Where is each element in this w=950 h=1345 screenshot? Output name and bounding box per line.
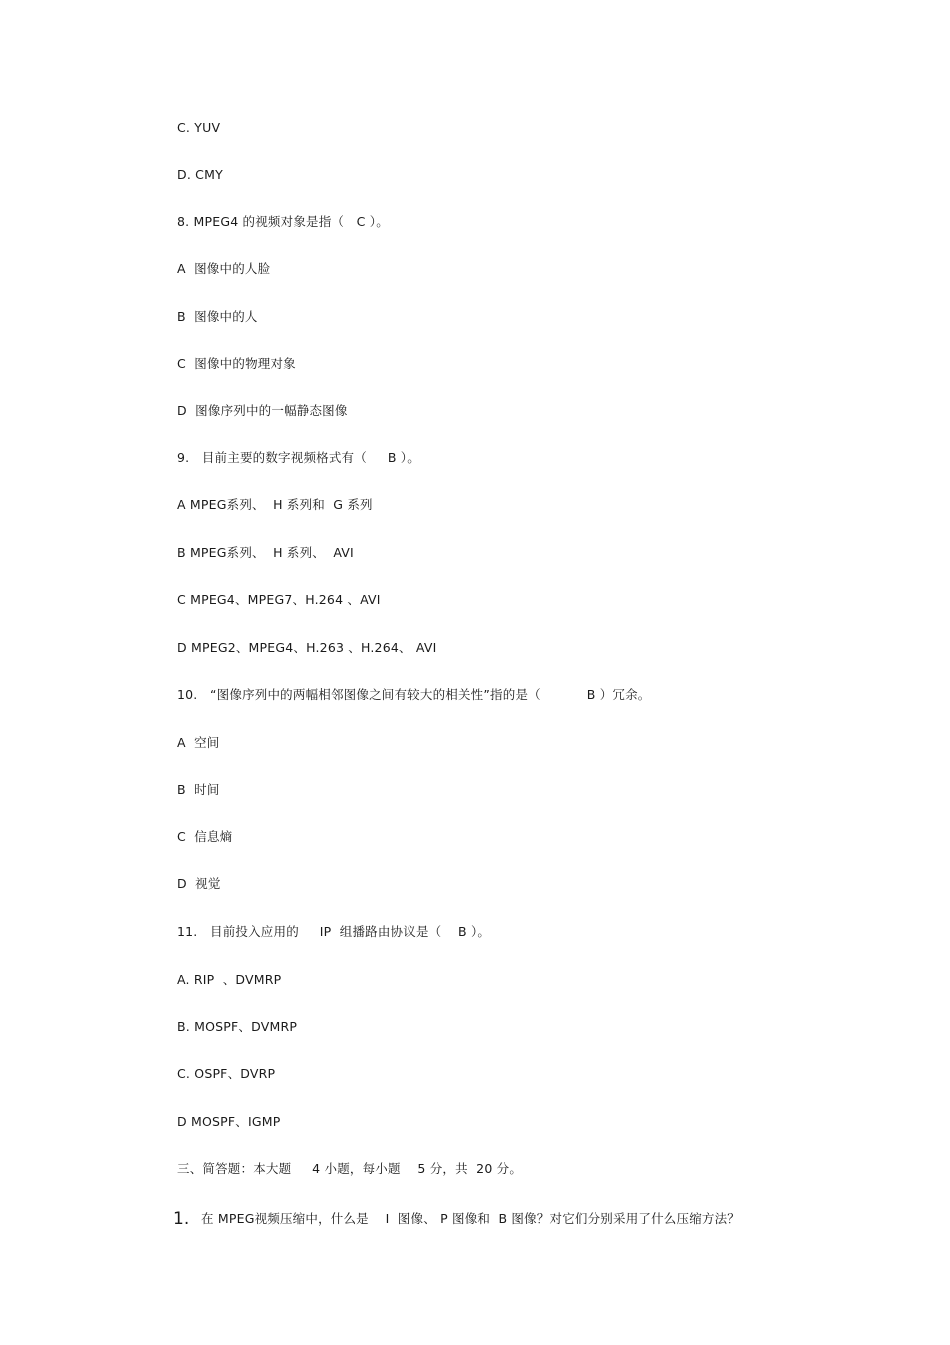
q11-option-b: B. MOSPF、DVMRP	[177, 1019, 298, 1034]
q9-option-b: B MPEG系列、 H 系列、 AVI	[177, 545, 354, 560]
question-8: 8. MPEG4 的视频对象是指（ C ）。	[177, 214, 389, 229]
q11-option-c: C. OSPF、DVRP	[177, 1066, 276, 1081]
q8-option-d: D 图像序列中的一幅静态图像	[177, 403, 348, 418]
q9-option-a: A MPEG系列、 H 系列和 G 系列	[177, 497, 373, 512]
q8-option-b: B 图像中的人	[177, 309, 258, 324]
short-answer-question-1: 在 MPEG视频压缩中，什么是 I 图像、 P 图像和 B 图像？对它们分别采用了什么压缩方法？	[201, 1211, 740, 1226]
option-c-yuv: C. YUV	[177, 120, 221, 135]
short-answer-number: 1.	[173, 1209, 190, 1229]
q10-option-d: D 视觉	[177, 876, 221, 891]
q9-option-d: D MPEG2、MPEG4、H.263 、H.264、 AVI	[177, 640, 437, 655]
q10-option-c: C 信息熵	[177, 829, 233, 844]
q8-option-c: C 图像中的物理对象	[177, 356, 296, 371]
q10-option-b: B 时间	[177, 782, 220, 797]
option-d-cmy: D. CMY	[177, 167, 223, 182]
question-11: 11. 目前投入应用的 IP 组播路由协议是（ B ）。	[177, 924, 491, 939]
q11-option-d: D MOSPF、IGMP	[177, 1114, 281, 1129]
question-9: 9. 目前主要的数字视频格式有（ B ）。	[177, 450, 420, 465]
q8-option-a: A 图像中的人脸	[177, 261, 271, 276]
section-three-heading: 三、简答题：本大题 4 小题，每小题 5 分，共 20 分。	[177, 1161, 523, 1176]
q10-option-a: A 空间	[177, 735, 220, 750]
q9-option-c: C MPEG4、MPEG7、H.264 、AVI	[177, 592, 381, 607]
q11-option-a: A. RIP 、DVMRP	[177, 972, 282, 987]
question-10: 10. “图像序列中的两幅相邻图像之间有较大的相关性”指的是（ B ）冗余。	[177, 687, 651, 702]
